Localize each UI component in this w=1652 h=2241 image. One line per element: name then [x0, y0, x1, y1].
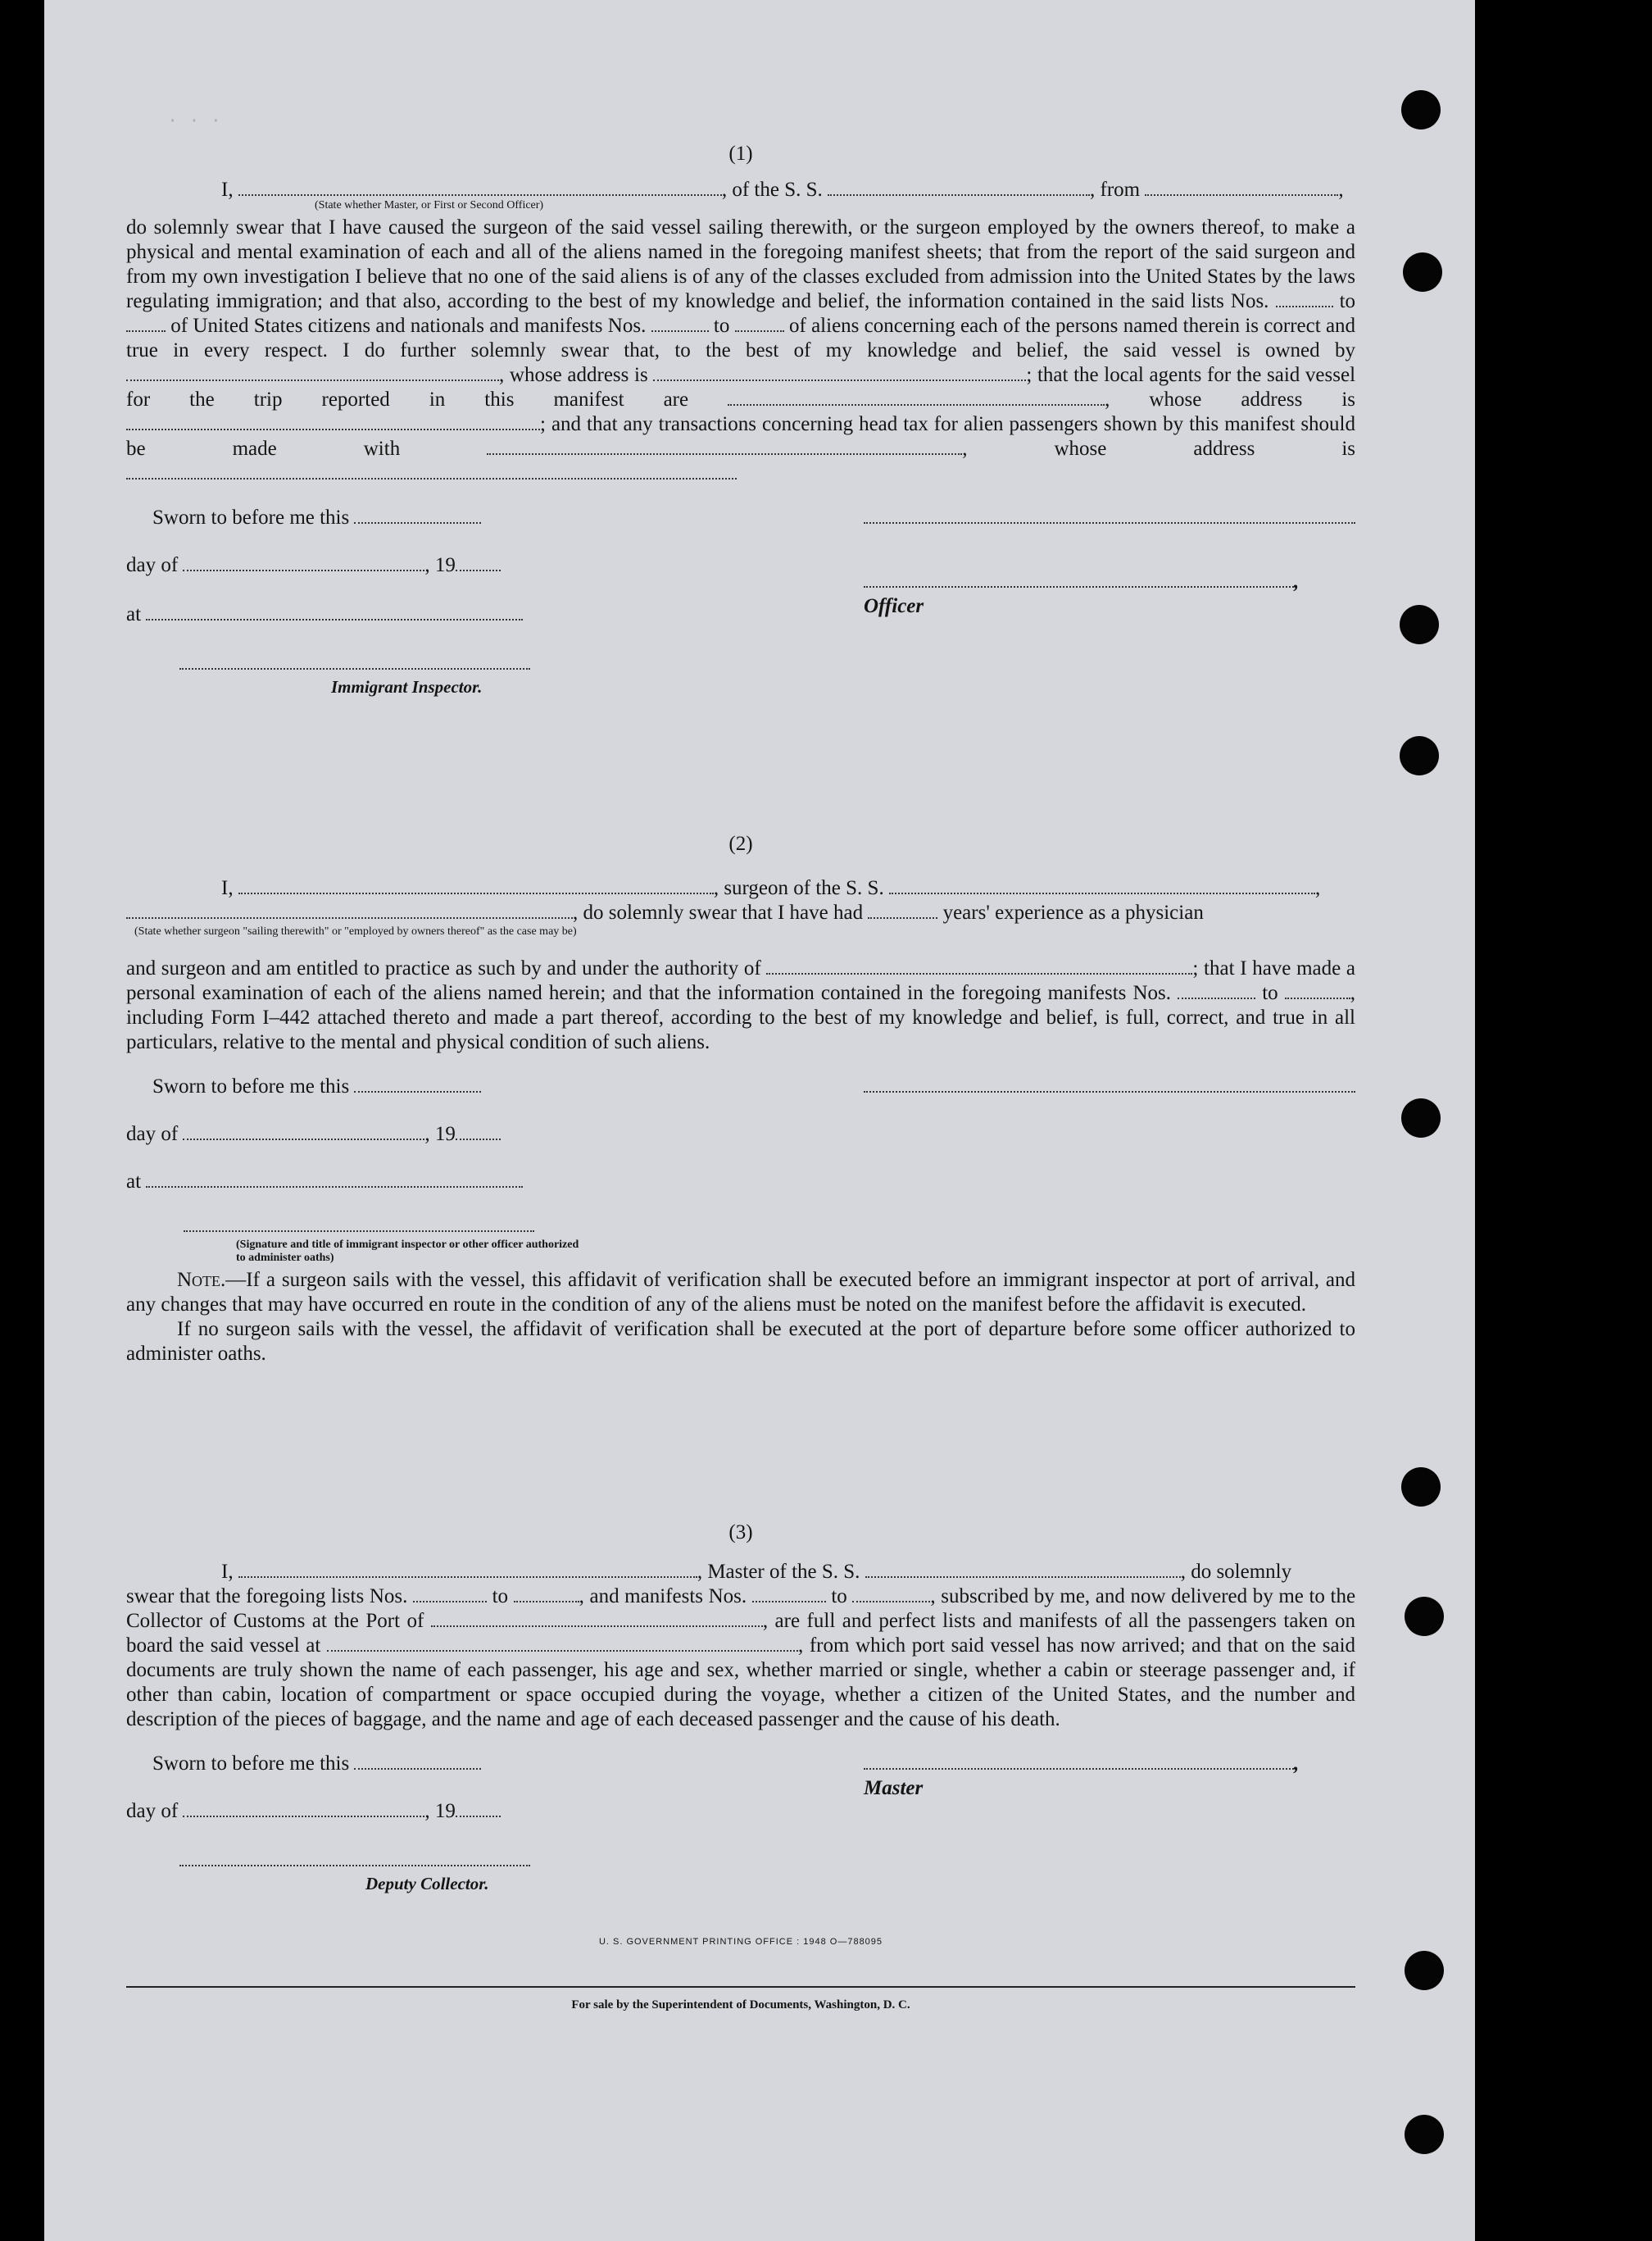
master-arrival-signature-field[interactable]: [864, 1755, 1294, 1770]
label-from: , from: [1090, 179, 1141, 201]
oath-i: I,: [221, 877, 234, 899]
surgeon-name-field[interactable]: [238, 880, 714, 894]
authority-signature-field[interactable]: [184, 1217, 534, 1232]
officer-name-field[interactable]: [238, 181, 722, 196]
head-tax-address-field[interactable]: [126, 465, 737, 480]
sworn-label: Sworn to before me this: [152, 1752, 350, 1775]
label-surgeon-of-ss: , surgeon of the S. S.: [713, 877, 884, 899]
punch-hole: [1401, 90, 1441, 130]
lists-to-field[interactable]: [126, 317, 166, 332]
experience-text: years' experience as a physician: [942, 902, 1204, 924]
surgeon-first-line: I, , surgeon of the S. S. ,: [126, 876, 1355, 901]
at-line: [126, 1170, 523, 1194]
lists-from-field[interactable]: [1276, 293, 1333, 307]
arrival-lists-from-field[interactable]: [413, 1588, 487, 1602]
surgeon-signature-line: [864, 1075, 1355, 1099]
year-field[interactable]: [456, 557, 501, 571]
place-field[interactable]: [146, 1173, 523, 1188]
surgeon-type-field[interactable]: [126, 904, 573, 919]
document-page: [44, 0, 1475, 2241]
section-number-3: (3): [728, 1521, 753, 1543]
arrival-text-1: swear that the foregoing lists Nos.: [126, 1585, 408, 1607]
affidavit-surgeon: [126, 832, 1355, 1366]
oath-i: I,: [221, 179, 234, 201]
authority-sign-line: [184, 1214, 534, 1239]
collector-sign-line: [179, 1848, 530, 1873]
sworn-label: Sworn to before me this: [152, 1075, 350, 1098]
no-surgeon-note: If no surgeon sails with the vessel, the affidavit of verification shall be executed at the port of departure before some officer authorized to administer oaths.: [126, 1318, 1355, 1365]
at-label: at: [126, 1171, 142, 1193]
sworn-date-field[interactable]: [354, 1755, 481, 1770]
section-number-1: (1): [728, 143, 753, 165]
label-address: , whose address is: [962, 438, 1356, 460]
surgeon-sworn-block: [126, 1075, 1355, 1263]
sworn-line: [152, 506, 481, 530]
oath-text-5: ; and that any transactions concerning head tax for alien passengers shown by this manifest should be made with: [126, 413, 1355, 460]
vessel-name-field[interactable]: [828, 181, 1090, 196]
label-master-of-ss: , Master of the S. S.: [697, 1561, 860, 1583]
note-paragraph: [126, 1268, 1355, 1317]
years-field[interactable]: [868, 904, 937, 919]
arrival-vessel-field[interactable]: [865, 1563, 1181, 1578]
oath-text-1: do solemnly swear that I have caused the surgeon of the said vessel sailing therewith, or the surgeon employed by the owners thereof, to make a physical and mental examination of each and all of the aliens named in the foregoing manifest sheets; that from the report of the said surgeon and from my own investigation I believe that no one of the said aliens is of any of the classes excluded from admission into the United States by the laws regulating immigration; and that also, according to the best of my knowledge and belief, the information contained in the said lists Nos.: [126, 216, 1355, 312]
punch-hole: [1401, 1467, 1441, 1507]
section-number-2: (2): [728, 833, 753, 855]
oath-text-2: of United States citizens and nationals and manifests Nos.: [170, 315, 647, 337]
manifests-from-field[interactable]: [651, 317, 709, 332]
manifests-to-field[interactable]: [735, 317, 784, 332]
day-line: [126, 1799, 501, 1824]
master-name-field[interactable]: [238, 1563, 697, 1578]
inspector-signature-field[interactable]: [179, 655, 530, 670]
arrival-text-3: , subscribed by me, and now delivered by me to the Collector of Customs at the Port of: [126, 1585, 1356, 1632]
note-label: Note.: [177, 1269, 226, 1291]
master-oath-paragraph: do solemnly swear that I have caused the surgeon of the said vessel sailing therewith, or the surgeon employed by the owners thereof, to make a physical and mental examination of each and all of the aliens named in the foregoing manifest sheets; that from the report of the said surgeon and from my own investigation I believe that no one of the said aliens is of any of the classes excluded from admission into the United States by the laws regulating immigration; and that also, according to the best of my knowledge and belief, the information contained in the said lists Nos. to of United States citizens and nationals and manifests Nos. to of aliens concerning each of the persons named therein is correct and true in every respect. I do further solemnly swear that, to the best of my knowledge and belief, the said vessel is owned by , whose address is ; that the local agents for the said vessel for the trip reported in this manifest are , whose address is ; and that any transactions concerning head tax for alien passengers shown by this manifest should be made with , whose address is: [126, 216, 1355, 486]
surgeon-vessel-field[interactable]: [889, 880, 1315, 894]
label-to: to: [492, 1585, 509, 1607]
day-line: [126, 553, 501, 578]
punch-hole: [1400, 736, 1439, 775]
inspector-label: Immigrant Inspector.: [331, 677, 483, 697]
day-line: [126, 1122, 501, 1147]
label-to: to: [1262, 982, 1278, 1004]
month-field[interactable]: [183, 1125, 424, 1140]
surgeon-type-note: (State whether surgeon "sailing therewith" or "employed by owners thereof" as the case may be): [134, 925, 577, 938]
month-field[interactable]: [183, 1802, 424, 1817]
surgeon-oath-paragraph: and surgeon and am entitled to practice as such by and under the authority of ; that I have made a personal examination of each of the aliens named herein; and that the information contained in the foregoing manifests Nos. to , including Form I–442 attached thereto and made a part thereof, according to the best of my knowledge and belief, is full, correct, and true in all particulars, relative to the mental and physical condition of such aliens.: [126, 957, 1356, 1053]
arrival-oath-paragraph: [126, 1584, 1355, 1732]
arrival-text-5: , from which port said vessel has now arrived; and that on the said documents are truly shown the name of each passenger, his age and sex, whether married or single, whether a cabin or steerage passenger and, if other than cabin, location of compartment or space occupied during the voyage, whether a citizen of the United States, and the number and description of the pieces of baggage, and the name and age of each deceased passenger and the cause of his death.: [126, 1634, 1356, 1730]
label-address: , whose address is: [499, 364, 648, 386]
arrival-first-line: [126, 1560, 1355, 1584]
inspector-sign-line: [179, 652, 530, 676]
exam-text-2: , including Form I–442 attached thereto and made a part thereof, according to the best of my knowledge and belief, is full, correct, and true in all particulars, relative to the mental and physical condition of such aliens.: [126, 982, 1356, 1053]
surgeon-manifests-from-field[interactable]: [1178, 984, 1255, 999]
month-field[interactable]: [183, 557, 424, 571]
officer-label: , Officer: [864, 570, 1300, 617]
punch-hole: [1403, 252, 1442, 292]
arrival-text-2: , and manifests Nos.: [579, 1585, 747, 1607]
footer-rule: [126, 1986, 1355, 1988]
oath-i: I,: [221, 1561, 234, 1583]
master-signature-line: [864, 506, 1355, 530]
place-field[interactable]: [146, 606, 523, 620]
punch-hole: [1400, 605, 1439, 644]
label-address: whose address is: [1149, 389, 1355, 411]
day-label: day of: [126, 554, 179, 576]
year-prefix: , 19: [424, 1800, 456, 1822]
punch-hole: [1405, 2115, 1444, 2154]
oath-text-4: that the local agents for the said vessel for the trip reported in this manifest are: [126, 364, 1356, 411]
label-to: to: [713, 315, 730, 337]
label-to: to: [831, 1585, 847, 1607]
bleed-through-text: · · ·: [167, 111, 222, 131]
surgeon-signature-field[interactable]: [864, 1078, 1355, 1093]
gpo-imprint: U. S. GOVERNMENT PRINTING OFFICE : 1948 O—788095: [598, 1937, 883, 1947]
year-prefix: , 19: [424, 554, 456, 576]
authority-text: and surgeon and am entitled to practice as such by and under the authority of: [126, 957, 761, 980]
arrival-lists-to-field[interactable]: [514, 1588, 579, 1602]
agents-field[interactable]: [728, 391, 1105, 406]
arrival-sworn-block: [126, 1752, 1355, 1891]
oath-swear-text: , do solemnly swear that I have had: [573, 902, 864, 924]
year-field[interactable]: [456, 1125, 501, 1140]
officer-rank-note: (State whether Master, or First or Second Officer): [315, 199, 544, 211]
sworn-label: Sworn to before me this: [152, 507, 350, 529]
arrival-manifests-from-field[interactable]: [752, 1588, 826, 1602]
arrival-text-4: , are full and perfect lists and manifests of all the passengers taken on board the said vessel at: [126, 1610, 1356, 1657]
sworn-line: [152, 1752, 481, 1776]
affidavit-master-arrival: [126, 1521, 1355, 1891]
label-of-ss: , of the S. S.: [721, 179, 823, 201]
exam-text: that I have made a personal examination of each of the aliens named herein; and that the information contained in the foregoing manifests Nos.: [126, 957, 1355, 1004]
embark-port-field[interactable]: [327, 1637, 798, 1652]
master-sign-line: [864, 1752, 1355, 1801]
sworn-date-field[interactable]: [354, 1078, 481, 1093]
surgeon-manifests-to-field[interactable]: [1285, 984, 1350, 999]
owner-address-field[interactable]: [653, 366, 1026, 381]
collector-signature-field[interactable]: [179, 1852, 530, 1866]
deputy-collector-label: Deputy Collector.: [365, 1874, 489, 1893]
master-sworn-block: [126, 506, 1355, 697]
arrival-manifests-to-field[interactable]: [852, 1588, 930, 1602]
authority-field[interactable]: [766, 960, 1192, 975]
day-label: day of: [126, 1123, 179, 1145]
year-prefix: , 19: [424, 1123, 456, 1145]
note-text: —If a surgeon sails with the vessel, this affidavit of verification shall be executed before an immigrant inspector at port of arrival, and any changes that may have occurred en route in the condition of any of the aliens must be noted on the manifest before the affidavit is executed.: [126, 1269, 1355, 1316]
authority-signature-note: (Signature and title of immigrant inspector or other officer authorized to administer oaths): [236, 1239, 579, 1264]
surgeon-second-line: [126, 901, 1355, 925]
departure-port-field[interactable]: [1145, 181, 1338, 196]
label-do-solemnly: , do solemnly: [1180, 1561, 1292, 1583]
customs-port-field[interactable]: [431, 1612, 763, 1627]
officer-signature-field[interactable]: [864, 573, 1294, 588]
sworn-line: [152, 1075, 481, 1099]
punch-hole: [1405, 1597, 1444, 1636]
master-signature-field[interactable]: [864, 509, 1355, 524]
year-field[interactable]: [456, 1802, 501, 1817]
head-tax-contact-field[interactable]: [487, 440, 962, 455]
day-label: day of: [126, 1800, 179, 1822]
agents-address-field[interactable]: [126, 416, 540, 430]
at-label: at: [126, 603, 142, 625]
punch-hole: [1401, 1098, 1441, 1138]
punch-hole: [1405, 1951, 1444, 1990]
master-first-line: I, , of the S. S. , from ,: [126, 178, 1355, 202]
master-label: , Master: [864, 1752, 1300, 1799]
sworn-date-field[interactable]: [354, 509, 481, 524]
at-line: [126, 602, 523, 627]
label-to: to: [1339, 290, 1356, 312]
affidavit-master: [126, 142, 1356, 697]
officer-signature-line: [864, 570, 1355, 619]
sale-notice: For sale by the Superintendent of Documents, Washington, D. C.: [571, 1998, 910, 2011]
owner-field[interactable]: [126, 366, 499, 381]
oath-text-3: of aliens concerning each of the persons named therein is correct and true in every respect. I do further solemnly swear that, to the best of my knowledge and belief, the said vessel is owned by: [126, 315, 1356, 361]
